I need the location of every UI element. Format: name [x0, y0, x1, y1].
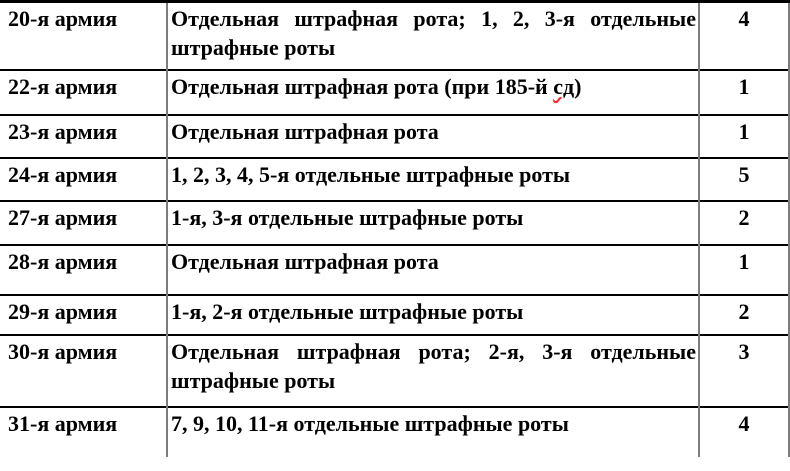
spellcheck-underlined-text: сд [553, 73, 575, 99]
table-row [0, 158, 789, 201]
units-text: 7, 9, 10, 11-я отдельные штрафные роты [171, 410, 569, 436]
count-cell: 2 [699, 201, 789, 245]
count-cell: 5 [699, 158, 789, 201]
army-cell: 29-я армия [0, 295, 167, 335]
units-cell [167, 201, 699, 245]
table-row [0, 70, 789, 115]
units-text: Отдельная штрафная рота [171, 248, 439, 274]
army-cell: 27-я армия [0, 201, 167, 245]
units-cell [167, 295, 699, 335]
count-cell: 4 [699, 407, 789, 457]
count-cell: 4 [699, 2, 789, 70]
table-row [0, 295, 789, 335]
units-cell [167, 2, 699, 70]
units-cell [167, 115, 699, 158]
table-row [0, 335, 789, 407]
army-cell: 30-я армия [0, 335, 167, 407]
army-cell: 23-я армия [0, 115, 167, 158]
count-cell: 1 [699, 245, 789, 295]
army-cell: 24-я армия [0, 158, 167, 201]
table-row [0, 2, 789, 70]
army-cell: 28-я армия [0, 245, 167, 295]
units-text: 1-я, 2-я отдельные штрафные роты [171, 298, 524, 324]
army-cell: 20-я армия [0, 2, 167, 70]
army-cell: 31-я армия [0, 407, 167, 457]
units-text: 1-я, 3-я отдельные штрафные роты [171, 204, 524, 230]
count-cell: 2 [699, 295, 789, 335]
table-row [0, 115, 789, 158]
units-cell [167, 245, 699, 295]
table-row [0, 407, 789, 457]
units-text: Отдельная штрафная рота; 2-я, 3-я отдельные штрафные роты [171, 338, 696, 393]
units-cell [167, 335, 699, 407]
units-text: Отдельная штрафная рота [171, 118, 439, 144]
units-cell [167, 158, 699, 201]
units-text: ) [574, 73, 582, 99]
units-cell [167, 70, 699, 115]
units-cell [167, 407, 699, 457]
units-text: Отдельная штрафная рота; 1, 2, 3-я отдельные штрафные роты [171, 6, 696, 60]
table-body [0, 2, 789, 457]
army-cell: 22-я армия [0, 70, 167, 115]
count-cell: 3 [699, 335, 789, 407]
units-text: 1, 2, 3, 4, 5-я отдельные штрафные роты [171, 161, 571, 187]
count-cell: 1 [699, 70, 789, 115]
count-cell: 1 [699, 115, 789, 158]
table-row [0, 201, 789, 245]
units-text: Отдельная штрафная рота (при 185-й [171, 73, 554, 99]
table-row [0, 245, 789, 295]
